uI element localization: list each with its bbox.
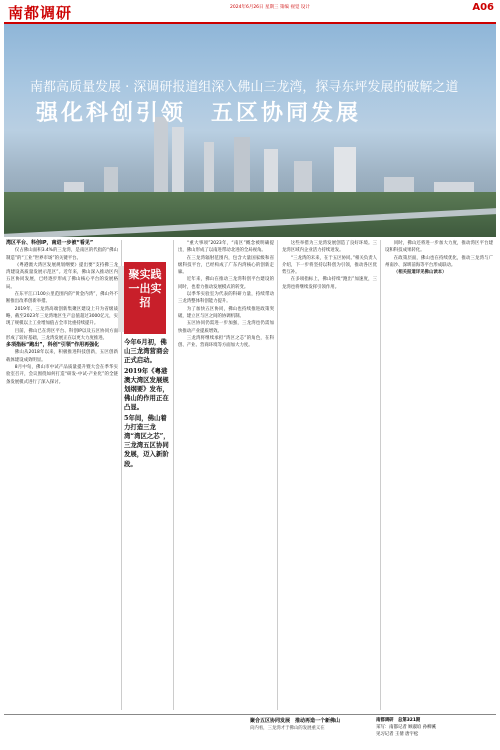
byline-title: 南都调研 总第321期 xyxy=(376,718,421,723)
byline-trainees: 见习记者 王倩 唐宇松 xyxy=(376,732,419,737)
paragraph: 佛山从2018年以来，积极推进科技创新，五区创新载体建设成效明显。 xyxy=(6,350,118,363)
column-divider xyxy=(380,240,381,710)
hero-headline: 强化科创引领 五区协同发展 xyxy=(36,100,362,126)
stamp-text: 聚实践 一出实招 xyxy=(128,268,162,309)
paragraph: 在多项指标上，佛山持续“跑出”加速度，三龙湾也将继续发挥引领作用。 xyxy=(282,277,377,290)
paragraph: 在东平江口100公里范围内的“黄金内湾”，佛山外不断推出改革创新举措。 xyxy=(6,292,118,305)
paragraph: 仅占佛山面积3.4%的三龙湾，是南区的代指的“佛山制造”的“工业”世界市场”的关键平台。 xyxy=(6,248,118,261)
footer-rule xyxy=(4,714,496,715)
column-1 xyxy=(6,240,118,386)
footer-headline: 聚合五区协同发展 推动再造一个新佛山 xyxy=(250,718,341,724)
byline-reporters: 采写：南都记者 顾淑谊 孙柳溪 xyxy=(376,725,436,730)
summary-line: 今年6月初，佛山三龙湾营商会正式启动。 xyxy=(124,338,169,365)
paragraph: （相关报道详见佛山读本） xyxy=(393,270,447,276)
paragraph: 三龙湾将继续承担“湾区之芯”的角色，在科创、产业、营商环境等方面加大力度。 xyxy=(178,335,274,349)
section-title: 南都调研 xyxy=(8,4,73,22)
paragraph: 8月中旬，佛山市中试产品质量提升暨大会在季华实验室召开，会议围绕如何打造“研发-中试-产业化”的全链条发展模式进行了深入探讨。 xyxy=(6,365,118,385)
byline xyxy=(376,717,494,738)
paragraph: 2019年，三龙湾高端创新集聚区建设上升为省级战略，截至2023年三龙湾地区生产总值超过3000亿元，实现了规模以上工业增加值占全市比重持续提升。 xyxy=(6,306,118,327)
paragraph: 为了加快五区协同，佛山也持续推进政策突破，建立区与区之间的协调机制。 xyxy=(178,306,274,319)
paragraph: “三龙湾的未来，在于五区协同。”相关负责人介绍，下一步将坚持以科创为引领，推动各区优势互补。 xyxy=(282,255,377,276)
paragraph: 目前，佛山已在湾区平台、科创IP以及五区协同方面形成了较好基础，三龙湾发展正在以更大力度推进。 xyxy=(6,328,118,341)
paragraph: 近年来，佛山在推动三龙湾科创平台建设的同时，也着力推动发展模式的转变。 xyxy=(178,277,274,290)
summary-line: 2019年《粤港澳大湾区发展规划纲要》发布，佛山的作用正在凸显。 xyxy=(124,366,169,412)
footer-subline: 向内看，三龙湾才于佛山的发展重义在 xyxy=(250,726,325,731)
paragraph: 这些举措为三龙湾发展创造了良好环境。三龙湾区域内企业活力持续迸发。 xyxy=(282,241,377,254)
page-number: A06 xyxy=(472,2,494,13)
stamp-logo xyxy=(124,262,166,334)
paragraph: 在三龙湾辐射范围内，包含大量国家级和省级科技平台，已经构成了广东内湾核心的创新走廊。 xyxy=(178,255,274,276)
paragraph: 《粤港澳大湾区发展规划纲要》提出要“支持佛三龙湾建设高质量发展示范区”。近年来，佛山深入推动区内五区协同发展，已经逐步形成了佛山核心平台的发展格局。 xyxy=(6,262,118,290)
summary-column xyxy=(124,338,170,470)
paragraph: “重大事项”2023年，“南区”概念被明确提出，佛山形成了以南进带动北进的全局视角。 xyxy=(178,241,274,254)
summary-line: 5年间，佛山着力打造三龙湾“湾区之芯”，三龙湾五区协同发展，迈入新阶段。 xyxy=(124,413,170,468)
column-4a xyxy=(282,240,377,291)
column-divider xyxy=(277,240,278,710)
column-4b xyxy=(385,240,493,276)
hero-kicker: 南都高质量发展 · 深调研报道组深入佛山三龙湾，探寻东坪发展的破解之道 xyxy=(30,80,459,95)
subhead: 湾区平台、科创IP，南进一步被“看见” xyxy=(6,240,94,246)
hero-photo xyxy=(4,24,496,237)
issue-info: 2024年6月26日 星期三 策编 视觉 设计 xyxy=(230,5,310,10)
paragraph: 五区协同仍需进一步加强，三龙湾也仍需加快推动产业提质增效。 xyxy=(178,321,274,334)
paragraph: 在政策层面，佛山也在持续优化，推动三龙湾与广州南沙、深圳前海等平台形成联动。 xyxy=(385,255,493,268)
footer xyxy=(4,714,496,744)
subhead: 多项指标“跑出”，科创“引领”作用再强化 xyxy=(6,342,100,349)
paragraph: 以季华实验室为代表的科研力量，持续带动三龙湾整体科创能力提升。 xyxy=(178,292,274,305)
column-divider xyxy=(173,240,174,710)
column-3 xyxy=(178,240,274,349)
paragraph: 同时，佛山还将进一步加大力度，推动湾区平台建设和科技成果转化。 xyxy=(385,241,493,254)
